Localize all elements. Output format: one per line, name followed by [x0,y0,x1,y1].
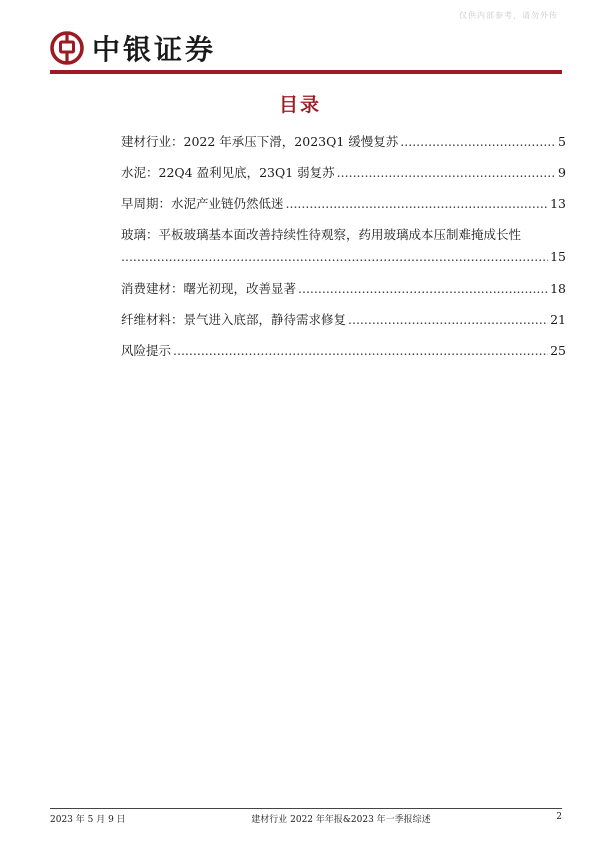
toc-title: 目录 [278,94,321,116]
toc-entry-label: 建材行业：2022 年承压下滑，2023Q1 缓慢复苏 [121,134,399,149]
brand-logo [50,28,216,68]
toc-leader-dots [286,196,549,211]
header-divider [50,70,562,74]
toc-entry-risk[interactable] [121,341,566,357]
footer-report-title: 建材行业 2022 年年报&2023 年一季报综述 [251,815,431,825]
toc-entry-label: 玻璃：平板玻璃基本面改善持续性待观察，药用玻璃成本压制难掩成长性 [121,227,522,242]
footer-page-number: 2 [556,812,562,822]
brand-name: 中银证券 [92,33,217,66]
footer-divider [50,808,562,809]
toc-entry-page: 5 [558,134,566,149]
toc-leader-dots [400,134,556,149]
toc-leader-dots [298,281,548,296]
toc-entry-cement[interactable] [121,163,566,179]
toc-entry-industry[interactable] [121,132,566,148]
toc-entry-label: 早周期：水泥产业链仍然低迷 [121,196,284,211]
toc-entry-label: 水泥：22Q4 盈利见底，23Q1 弱复苏 [121,165,335,180]
toc-entry-page: 13 [550,196,566,211]
toc-entry-consumer-materials[interactable] [121,279,566,295]
watermark-text: 仅供内部参考，请勿外传 [459,11,558,20]
page-footer [50,812,562,825]
toc-leader-dots [337,165,556,180]
toc-entry-page: 9 [558,165,566,180]
toc-entry-glass[interactable] [121,225,566,264]
toc-entry-label: 纤维材料：景气进入底部，静待需求修复 [121,312,347,327]
bank-of-china-logo-icon [50,31,84,65]
toc-entry-early-cycle[interactable] [121,194,566,210]
toc-entry-page: 15 [550,249,566,264]
toc-entry-label: 消费建材：曙光初现，改善显著 [121,281,297,296]
toc-entry-page: 18 [550,281,566,296]
toc-entry-label: 风险提示 [121,343,172,358]
footer-date: 2023 年 5 月 9 日 [50,815,126,825]
toc-leader-dots [348,312,548,327]
toc-leader-dots [121,249,548,264]
toc-entry-page: 21 [550,312,566,327]
toc-entry-fiber-materials[interactable] [121,310,566,326]
toc-leader-dots [173,343,548,358]
toc-entry-page: 25 [550,343,566,358]
table-of-contents [121,132,566,372]
